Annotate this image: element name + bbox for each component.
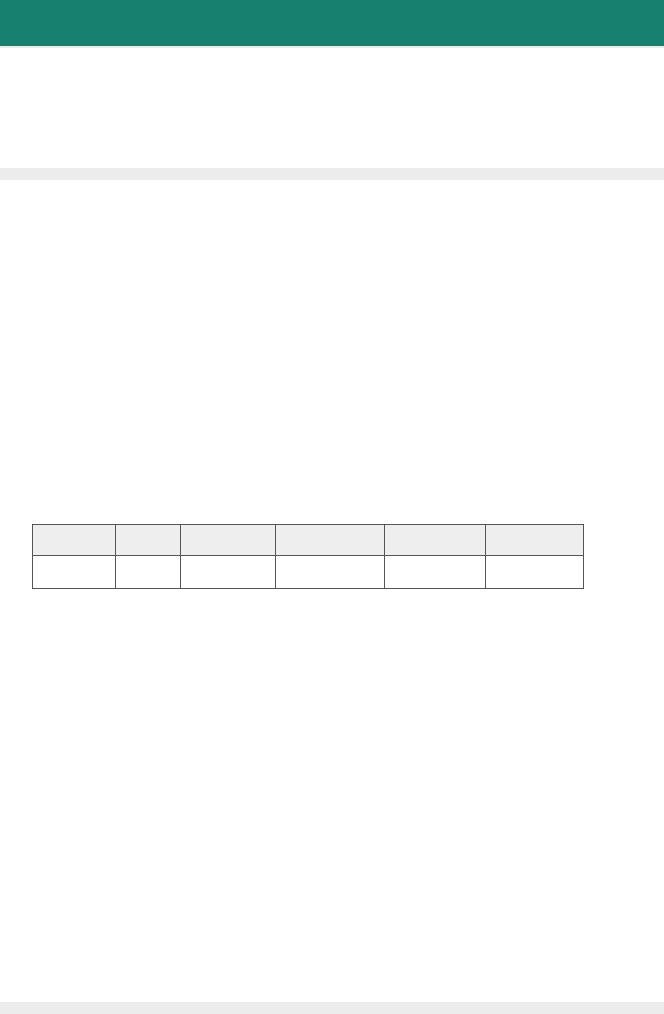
column-header [385,525,486,556]
info-row [24,115,92,129]
info-row [24,134,92,148]
patient-info-panel [0,48,664,168]
table-cell [385,556,486,589]
chromatogram-trace [72,454,552,522]
info-row [401,134,457,148]
report-body [0,180,664,1002]
info-row [401,96,457,110]
column-header [116,525,181,556]
info-row [24,77,92,91]
table-cell [486,556,584,589]
info-row [24,58,92,72]
column-header [33,525,116,556]
info-row [401,58,457,72]
report-header [0,0,664,46]
table-cell [33,556,116,589]
column-header [486,525,584,556]
info-row-age [328,96,360,110]
variation-table [32,524,584,589]
table-cell [276,556,385,589]
table-cell [116,556,181,589]
table-row [33,556,584,589]
info-row [24,96,92,110]
info-row [401,115,457,129]
info-row [237,115,285,129]
info-row [237,77,285,91]
info-row [237,96,285,110]
info-row [401,77,457,91]
table-header-row [33,525,584,556]
column-header [276,525,385,556]
info-row [237,58,285,72]
column-header [181,525,276,556]
table-cell [181,556,276,589]
